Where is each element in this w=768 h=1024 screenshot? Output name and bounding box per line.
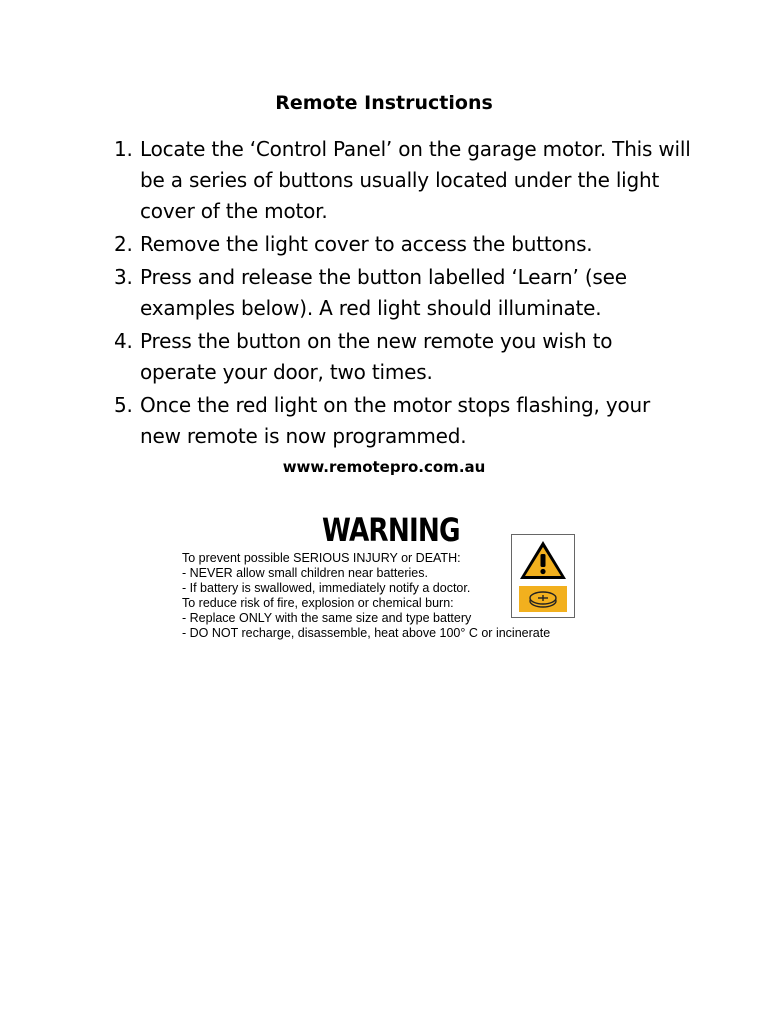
warning-line: To prevent possible SERIOUS INJURY or DEATH: <box>182 551 461 565</box>
hazard-symbol-panel <box>511 534 575 618</box>
warning-text <box>182 551 550 641</box>
warning-heading: WARNING <box>322 511 460 549</box>
instruction-step <box>114 390 694 452</box>
battery-warning-label <box>178 510 588 650</box>
instruction-step <box>114 229 694 260</box>
warning-line: - If battery is swallowed, immediately notify a doctor. <box>182 581 471 595</box>
instruction-step <box>114 262 694 324</box>
step-text: Remove the light cover to access the buttons. <box>140 232 593 256</box>
warning-line: - DO NOT recharge, disassemble, heat above 100° C or incinerate <box>182 626 551 640</box>
battery-panel <box>519 586 567 612</box>
page-title: Remote Instructions <box>275 92 493 114</box>
warning-line: To reduce risk of fire, explosion or chemical burn: <box>182 596 454 610</box>
instruction-step <box>114 326 694 388</box>
instruction-list <box>114 134 694 454</box>
step-text: Locate the ‘Control Panel’ on the garage motor. This will be a series of buttons usually located under the light cover of the motor. <box>140 137 691 223</box>
coin-battery-icon <box>519 586 567 612</box>
step-number: 2. <box>114 232 133 256</box>
step-number: 1. <box>114 137 133 161</box>
step-text: Press and release the button labelled ‘Learn’ (see examples below). A red light should illuminate. <box>140 265 627 320</box>
instruction-step <box>114 134 694 227</box>
step-text: Once the red light on the motor stops flashing, your new remote is now programmed. <box>140 393 651 448</box>
website-url: www.remotepro.com.au <box>282 458 486 476</box>
step-number: 3. <box>114 265 133 289</box>
step-number: 4. <box>114 329 133 353</box>
step-number: 5. <box>114 393 133 417</box>
warning-line: - NEVER allow small children near batteries. <box>182 566 428 580</box>
warning-triangle-icon <box>518 539 568 581</box>
warning-line: - Replace ONLY with the same size and type battery <box>182 611 472 625</box>
step-text: Press the button on the new remote you wish to operate your door, two times. <box>140 329 613 384</box>
